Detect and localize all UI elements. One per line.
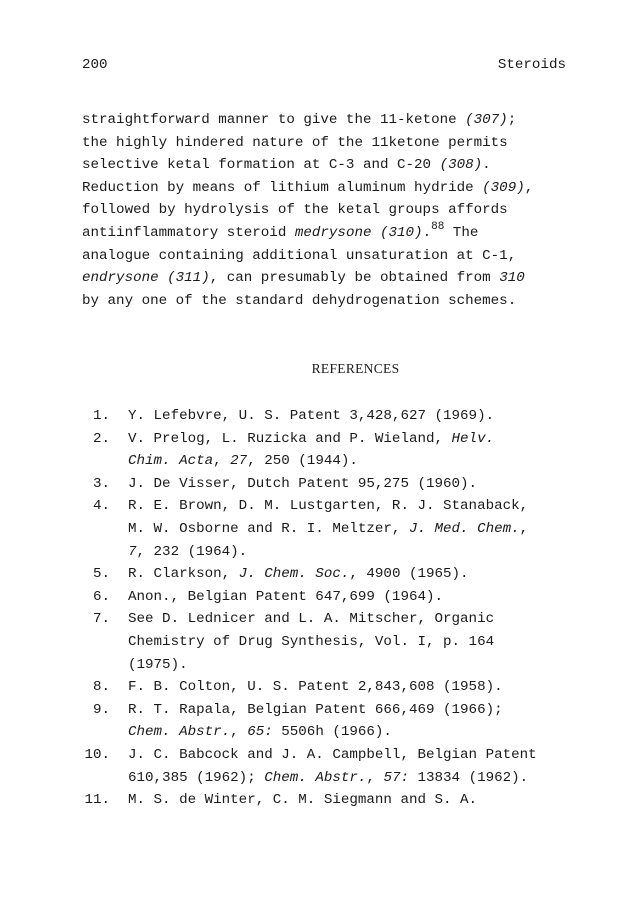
body-line [82,267,582,290]
italic-run: medrysone [294,224,372,241]
text-run: Y. Lefebvre, U. S. Patent 3,428,627 (1969). [128,408,495,424]
text-run: (1975). [128,656,188,673]
text-run: 610,385 (1962); [128,769,265,786]
reference-number: 3. [92,475,110,492]
reference-item [82,473,582,496]
text-run: straightforward manner to give the 11-ketone [82,112,466,128]
text-run: R. T. Rapala, Belgian Patent 666,469 (1966); [128,701,503,718]
body-line [82,245,582,268]
reference-item [82,586,582,609]
reference-number: 10. [84,746,110,763]
body-line [82,199,582,222]
body-line [82,177,582,200]
italic-run: endrysone [82,270,159,287]
text-run: analogue containing additional unsaturation at C-1, [82,247,517,264]
text-run: 13834 (1962). [408,769,529,786]
text-run: R. Clarkson, [128,566,239,583]
italic-run: (307) [465,112,508,128]
italic-run: (309) [482,179,525,196]
text-run: , [524,179,534,196]
reference-line [128,586,582,609]
reference-number: 7. [92,611,110,628]
text-run: , [213,453,231,470]
italic-run: 57: [383,769,409,786]
reference-item [82,789,582,812]
reference-line [128,699,582,722]
italic-run: Chim. Acta [128,453,214,470]
reference-line [128,744,582,767]
text-run: 5506h (1966). [272,724,392,741]
text-run: , [230,724,248,741]
text-run: Chemistry of Drug Synthesis, Vol. I, p. 164 [128,633,495,650]
text-run: , [519,520,529,537]
reference-line [128,631,582,654]
reference-line [128,608,582,631]
text-run: , 4900 (1965). [349,566,469,583]
text-run: See D. Lednicer and L. A. Mitscher, Organic [128,611,495,628]
text-run: J. C. Babcock and J. A. Campbell, Belgian Patent [128,746,537,763]
text-run: by any one of the standard dehydrogenation schemes. [82,292,517,309]
text-run: ; [507,112,517,128]
text-run: , can presumably be obtained from [209,270,500,287]
reference-item [82,744,582,789]
text-run [159,270,168,286]
reference-item [82,428,582,473]
reference-line [128,654,582,677]
reference-line [128,676,582,699]
reference-number: 5. [92,566,110,583]
text-run: Anon., Belgian Patent 647,699 (1964). [128,588,444,605]
text-run: The [444,224,479,241]
reference-item [82,495,582,563]
reference-line [128,428,582,451]
text-run [371,225,380,241]
reference-number: 9. [92,701,110,718]
text-run: J. De Visser, Dutch Patent 95,275 (1960). [128,475,478,492]
italic-run: Chem. Abstr. [128,724,231,741]
text-run: F. B. Colton, U. S. Patent 2,843,608 (1958). [128,679,503,696]
body-paragraph [82,109,582,312]
italic-run: J. Med. Chem. [408,520,520,537]
reference-line [128,789,582,812]
text-run: V. Prelog, L. Ruzicka and P. Wieland, [128,430,452,447]
reference-item [82,699,582,744]
references-list [82,405,582,812]
reference-line [128,563,582,586]
text-run: selective ketal formation at C-3 and C-20 [82,157,440,174]
text-run: , 232 (1964). [136,543,248,560]
italic-run: Chem. Abstr. [264,769,367,786]
reference-item [82,676,582,699]
italic-run: J. Chem. Soc. [238,566,350,583]
reference-item [82,405,582,428]
reference-number: 11. [84,792,110,809]
text-run: the highly hindered nature of the 11ketone permits [82,134,508,151]
body-line [82,154,582,177]
reference-line [128,721,582,744]
references-heading: REFERENCES [311,361,400,376]
reference-number: 2. [92,430,110,447]
italic-run: (308) [439,157,483,174]
text-run: , [366,769,384,786]
reference-line [128,473,582,496]
reference-line [128,495,582,518]
italic-run: 65: [247,724,273,741]
body-line [82,290,582,313]
text-run: . [422,224,432,241]
page-number: 200 [82,57,108,73]
body-line [82,109,582,132]
reference-number: 1. [92,408,110,424]
footnote-ref: 88 [431,220,445,233]
text-run: . [482,157,491,174]
reference-line [128,405,582,428]
italic-run: (310) [380,224,423,241]
italic-run: 310 [499,270,525,287]
reference-item [82,608,582,676]
text-run: antiinflammatory steroid [82,224,295,241]
reference-number: 6. [92,588,110,605]
reference-number: 8. [92,679,110,696]
text-run: followed by hydrolysis of the ketal groups affords [82,202,508,219]
text-run: M. W. Osborne and R. I. Meltzer, [128,520,409,537]
body-line [82,222,582,245]
reference-line [128,450,582,473]
italic-run: (311) [167,270,210,287]
reference-item [82,563,582,586]
text-run: , 250 (1944). [247,453,358,470]
italic-run: Helv. [451,430,495,447]
reference-line [128,518,582,541]
italic-run: 7 [128,543,137,560]
running-title: Steroids [497,57,566,73]
text-run: M. S. de Winter, C. M. Siegmann and S. A. [128,792,478,809]
reference-number: 4. [92,498,110,515]
italic-run: 27 [230,453,248,470]
text-run: R. E. Brown, D. M. Lustgarten, R. J. Stanaback, [128,498,529,515]
reference-line [128,767,582,790]
reference-line [128,541,582,564]
body-line [82,132,582,155]
page-header [82,55,566,75]
text-run: Reduction by means of lithium aluminum hydride [82,179,483,196]
